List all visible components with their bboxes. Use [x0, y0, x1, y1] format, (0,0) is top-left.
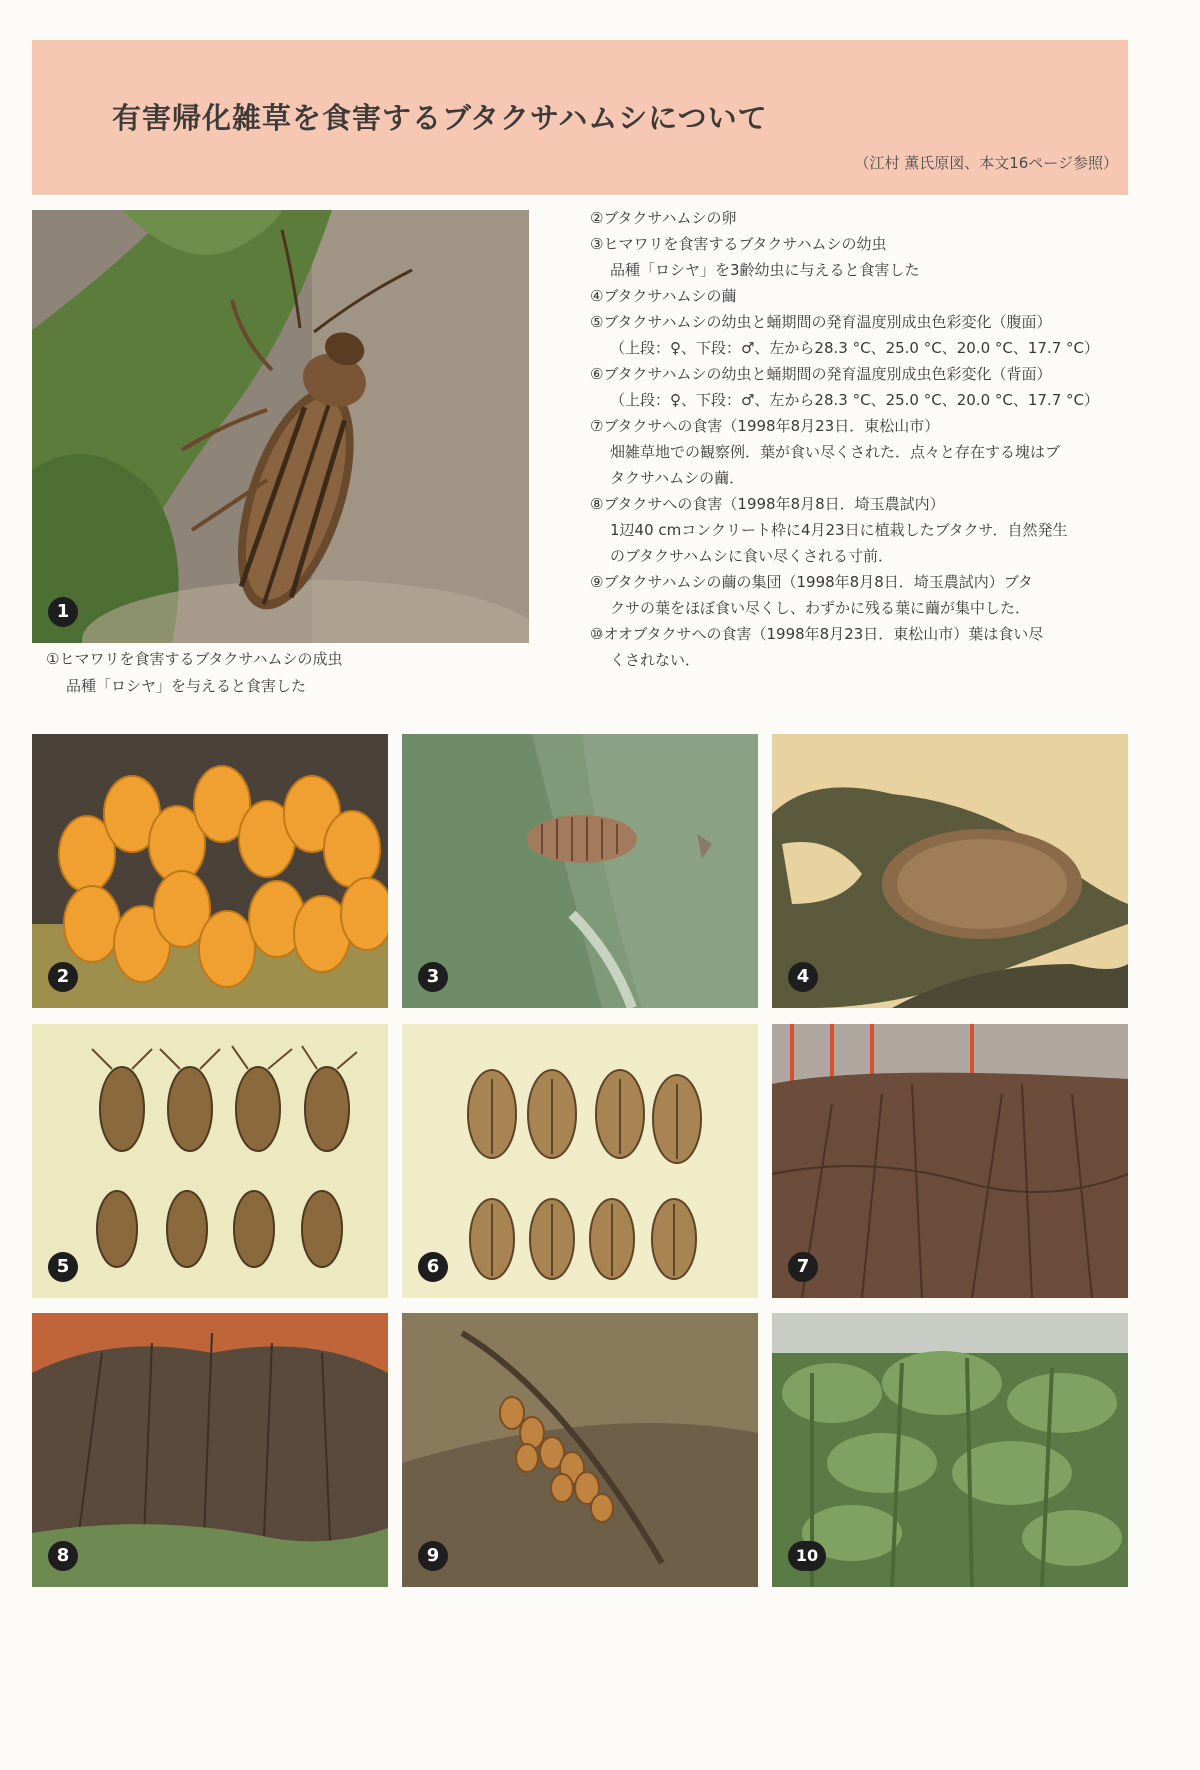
- caption-6: [590, 361, 1150, 413]
- photo-6-adults-dorsal: [402, 1024, 758, 1298]
- photo-7-image: [772, 1024, 1128, 1298]
- photo-4-cocoon: [772, 734, 1128, 1008]
- photo-6-image: [402, 1024, 758, 1298]
- caption-line: ⑤ブタクサハムシの幼虫と蛹期間の発育温度別成虫色彩変化（腹面）: [590, 313, 1052, 331]
- photo-9-cocoon-cluster: [402, 1313, 758, 1587]
- caption-line: ⑩オオブタクサへの食害（1998年8月23日．東松山市）葉は食い尽: [590, 625, 1044, 643]
- photo-number-badge: 4: [788, 962, 818, 992]
- photo-5-adults-ventral: [32, 1024, 388, 1298]
- photo-number-badge: 8: [48, 1541, 78, 1571]
- caption-line: 畑雑草地での観察例．葉が食い尽くされた．点々と存在する塊はブ: [610, 443, 1061, 461]
- caption-line: 品種「ロシヤ」を3齢幼虫に与えると食害した: [610, 261, 920, 279]
- caption-3: [590, 231, 1150, 283]
- captions-list: [590, 205, 1150, 673]
- caption-line: 1辺40 cmコンクリート枠に4月23日に植栽したブタクサ．自然発生: [610, 521, 1068, 539]
- caption-8: [590, 491, 1150, 569]
- header-band: [32, 40, 1128, 195]
- caption-5: [590, 309, 1150, 361]
- credit-note: （江村 薫氏原図、本文16ページ参照）: [854, 154, 1118, 172]
- photo-2-image: [32, 734, 388, 1008]
- photo-number-badge: 7: [788, 1252, 818, 1282]
- photo-4-image: [772, 734, 1128, 1008]
- photo-number-badge: 10: [788, 1541, 826, 1571]
- page-title: 有害帰化雑草を食害するブタクサハムシについて: [112, 101, 768, 135]
- caption-line: （上段：♀、下段：♂、左から28.3 °C、25.0 °C、20.0 °C、17.7 °C）: [610, 391, 1099, 409]
- caption-line: くされない．: [610, 651, 701, 669]
- photo-5-image: [32, 1024, 388, 1298]
- photo-number-badge: 1: [48, 597, 78, 627]
- caption-10: [590, 621, 1150, 673]
- caption-line: ④ブタクサハムシの繭: [590, 287, 737, 305]
- caption-line: タクサハムシの繭．: [610, 469, 745, 487]
- caption-line: ③ヒマワリを食害するブタクサハムシの幼虫: [590, 235, 887, 253]
- caption-2: [590, 205, 1150, 231]
- caption-4: [590, 283, 1150, 309]
- photo-3-larva: [402, 734, 758, 1008]
- photo-1-image: [32, 210, 529, 643]
- caption-7: [590, 413, 1150, 491]
- caption-line: （上段：♀、下段：♂、左から28.3 °C、25.0 °C、20.0 °C、17.7 °C）: [610, 339, 1099, 357]
- photo-10-giant-ragweed: [772, 1313, 1128, 1587]
- photo-10-image: [772, 1313, 1128, 1587]
- photo-8-image: [32, 1313, 388, 1587]
- photo-2-eggs: [32, 734, 388, 1008]
- caption-line: クサの葉をほぼ食い尽くし、わずかに残る葉に繭が集中した．: [610, 599, 1031, 617]
- photo-9-image: [402, 1313, 758, 1587]
- photo-number-badge: 3: [418, 962, 448, 992]
- caption-9: [590, 569, 1150, 621]
- photo-number-badge: 2: [48, 962, 78, 992]
- caption-photo-1: [46, 646, 526, 700]
- caption-line: ⑥ブタクサハムシの幼虫と蛹期間の発育温度別成虫色彩変化（背面）: [590, 365, 1052, 383]
- caption-line: ⑧ブタクサへの食害（1998年8月8日．埼玉農試内）: [590, 495, 945, 513]
- photo-7-ragweed-damage-field: [772, 1024, 1128, 1298]
- caption-line: ②ブタクサハムシの卵: [590, 209, 737, 227]
- caption-line: のブタクサハムシに食い尽くされる寸前．: [610, 547, 894, 565]
- caption-line: ①ヒマワリを食害するブタクサハムシの成虫: [46, 650, 343, 668]
- photo-number-badge: 9: [418, 1541, 448, 1571]
- photo-8-ragweed-damage-plot: [32, 1313, 388, 1587]
- caption-line: ⑦ブタクサへの食害（1998年8月23日．東松山市）: [590, 417, 940, 435]
- caption-line: ⑨ブタクサハムシの繭の集団（1998年8月8日．埼玉農試内）ブタ: [590, 573, 1033, 591]
- photo-1-adult-beetle: [32, 210, 529, 643]
- photo-3-image: [402, 734, 758, 1008]
- caption-line: 品種「ロシヤ」を与えると食害した: [66, 677, 307, 695]
- photo-number-badge: 6: [418, 1252, 448, 1282]
- photo-number-badge: 5: [48, 1252, 78, 1282]
